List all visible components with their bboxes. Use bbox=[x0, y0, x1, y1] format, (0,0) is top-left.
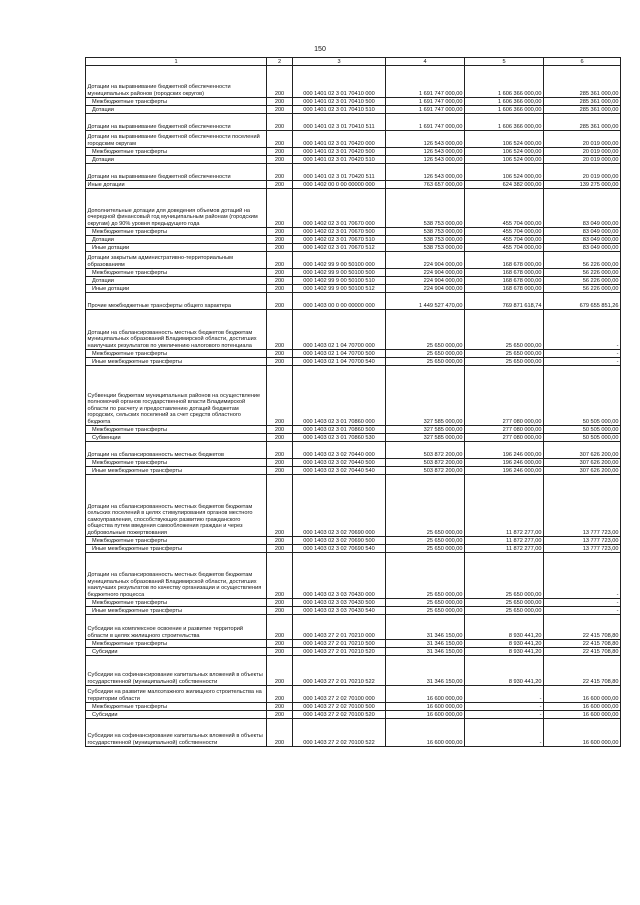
row-value-6: 50 505 000,00 bbox=[544, 426, 621, 434]
table-row bbox=[86, 269, 621, 277]
row-type: 200 bbox=[267, 277, 293, 285]
row-name: Субсидии bbox=[86, 711, 267, 719]
row-name: Иные межбюджетные трансферты bbox=[86, 467, 267, 475]
row-type: 200 bbox=[267, 189, 293, 228]
row-value-5: 168 678 000,00 bbox=[465, 269, 544, 277]
row-name: Субсидии на комплексное освоение и развитие территорий области в целях жилищного строительства bbox=[86, 615, 267, 640]
row-type: 200 bbox=[267, 656, 293, 686]
row-value-4: 763 657 000,00 bbox=[386, 181, 465, 189]
row-value-4: 31 346 150,00 bbox=[386, 648, 465, 656]
row-type: 200 bbox=[267, 285, 293, 293]
row-type: 200 bbox=[267, 686, 293, 703]
row-value-6: 56 226 000,00 bbox=[544, 285, 621, 293]
row-type: 200 bbox=[267, 459, 293, 467]
row-code: 000 1403 27 2 02 70100 500 bbox=[293, 703, 386, 711]
row-code: 000 1401 02 3 01 70410 500 bbox=[293, 98, 386, 106]
row-value-4: 16 600 000,00 bbox=[386, 686, 465, 703]
row-type: 200 bbox=[267, 426, 293, 434]
row-value-5: 624 382 000,00 bbox=[465, 181, 544, 189]
row-name: Субсидии на софинансирование капитальных вложений в объекты государственной (муниципальной) собственности bbox=[86, 656, 267, 686]
row-name: Межбюджетные трансферты bbox=[86, 228, 267, 236]
row-value-4: 224 904 000,00 bbox=[386, 252, 465, 269]
row-value-4: 25 650 000,00 bbox=[386, 607, 465, 615]
table-row bbox=[86, 293, 621, 310]
row-type: 200 bbox=[267, 156, 293, 164]
row-value-5: 196 246 000,00 bbox=[465, 442, 544, 459]
row-code: 000 1403 00 0 00 00000 000 bbox=[293, 293, 386, 310]
row-code: 000 1401 02 3 01 70410 000 bbox=[293, 66, 386, 98]
row-type: 200 bbox=[267, 607, 293, 615]
row-value-6: 16 600 000,00 bbox=[544, 703, 621, 711]
table-row bbox=[86, 553, 621, 599]
row-type: 200 bbox=[267, 640, 293, 648]
row-name: Дотации на сбалансированность местных бюджетов bbox=[86, 442, 267, 459]
row-value-5: - bbox=[465, 711, 544, 719]
row-value-6: - bbox=[544, 599, 621, 607]
table-row bbox=[86, 640, 621, 648]
row-value-6: 285 361 000,00 bbox=[544, 98, 621, 106]
table-row bbox=[86, 434, 621, 442]
row-name: Прочие межбюджетные трансферты общего характера bbox=[86, 293, 267, 310]
row-value-5: - bbox=[465, 703, 544, 711]
row-value-6: 20 019 000,00 bbox=[544, 148, 621, 156]
table-row bbox=[86, 426, 621, 434]
row-type: 200 bbox=[267, 66, 293, 98]
column-header-3: 3 bbox=[293, 58, 386, 66]
row-type: 200 bbox=[267, 442, 293, 459]
table-row bbox=[86, 711, 621, 719]
row-code: 000 1403 27 2 01 70210 000 bbox=[293, 615, 386, 640]
table-row bbox=[86, 358, 621, 366]
row-type: 200 bbox=[267, 236, 293, 244]
row-code: 000 1403 02 3 03 70430 000 bbox=[293, 553, 386, 599]
row-value-6: 16 600 000,00 bbox=[544, 711, 621, 719]
row-type: 200 bbox=[267, 719, 293, 747]
row-value-6: 285 361 000,00 bbox=[544, 106, 621, 114]
row-value-6: 16 600 000,00 bbox=[544, 719, 621, 747]
table-row bbox=[86, 350, 621, 358]
row-value-5: 8 930 441,20 bbox=[465, 656, 544, 686]
row-name: Дотации закрытым административно-территориальным образованиям bbox=[86, 252, 267, 269]
row-value-6: 20 019 000,00 bbox=[544, 131, 621, 148]
row-value-4: 327 585 000,00 bbox=[386, 426, 465, 434]
row-value-4: 31 346 150,00 bbox=[386, 615, 465, 640]
row-type: 200 bbox=[267, 114, 293, 131]
row-type: 200 bbox=[267, 131, 293, 148]
row-code: 000 1402 99 9 00 50100 500 bbox=[293, 269, 386, 277]
row-value-5: 25 650 000,00 bbox=[465, 553, 544, 599]
row-value-6: 50 505 000,00 bbox=[544, 366, 621, 426]
table-row bbox=[86, 310, 621, 350]
row-code: 000 1403 27 2 02 70100 000 bbox=[293, 686, 386, 703]
row-value-6: 50 505 000,00 bbox=[544, 434, 621, 442]
row-code: 000 1402 02 3 01 70670 512 bbox=[293, 244, 386, 252]
row-value-4: 25 650 000,00 bbox=[386, 537, 465, 545]
row-value-5: 11 872 277,00 bbox=[465, 545, 544, 553]
row-name: Межбюджетные трансферты bbox=[86, 537, 267, 545]
row-value-5: 106 524 000,00 bbox=[465, 131, 544, 148]
row-value-4: 224 904 000,00 bbox=[386, 285, 465, 293]
row-name: Дотации на выравнивание бюджетной обеспеченности bbox=[86, 164, 267, 181]
row-name: Иные дотации bbox=[86, 181, 267, 189]
row-type: 200 bbox=[267, 244, 293, 252]
row-value-4: 126 543 000,00 bbox=[386, 156, 465, 164]
row-value-6: 22 415 708,80 bbox=[544, 656, 621, 686]
row-value-6: 83 049 000,00 bbox=[544, 189, 621, 228]
column-header-2: 2 bbox=[267, 58, 293, 66]
row-value-4: 16 600 000,00 bbox=[386, 711, 465, 719]
row-value-6: 679 655 851,26 bbox=[544, 293, 621, 310]
table-row bbox=[86, 607, 621, 615]
table-row bbox=[86, 252, 621, 269]
row-value-5: 1 606 366 000,00 bbox=[465, 106, 544, 114]
row-value-4: 224 904 000,00 bbox=[386, 269, 465, 277]
row-value-4: 25 650 000,00 bbox=[386, 358, 465, 366]
row-code: 000 1401 02 3 01 70420 511 bbox=[293, 164, 386, 181]
row-name: Межбюджетные трансферты bbox=[86, 98, 267, 106]
table-row bbox=[86, 719, 621, 747]
row-value-5: 106 524 000,00 bbox=[465, 164, 544, 181]
row-value-5: 196 246 000,00 bbox=[465, 467, 544, 475]
row-code: 000 1403 27 2 01 70210 500 bbox=[293, 640, 386, 648]
row-value-5: 168 678 000,00 bbox=[465, 252, 544, 269]
row-code: 000 1403 02 3 03 70430 540 bbox=[293, 607, 386, 615]
page-number: 150 bbox=[314, 46, 326, 53]
row-value-4: 224 904 000,00 bbox=[386, 277, 465, 285]
table-row bbox=[86, 545, 621, 553]
row-value-4: 25 650 000,00 bbox=[386, 553, 465, 599]
row-name: Иные межбюджетные трансферты bbox=[86, 545, 267, 553]
row-type: 200 bbox=[267, 358, 293, 366]
row-value-5: 277 080 000,00 bbox=[465, 426, 544, 434]
row-value-5: - bbox=[465, 686, 544, 703]
row-code: 000 1403 02 3 02 70440 540 bbox=[293, 467, 386, 475]
row-value-6: 22 415 708,80 bbox=[544, 640, 621, 648]
row-code: 000 1403 02 3 02 70690 540 bbox=[293, 545, 386, 553]
row-code: 000 1403 27 2 01 70210 522 bbox=[293, 656, 386, 686]
row-value-4: 1 691 747 000,00 bbox=[386, 98, 465, 106]
row-name: Иные дотации bbox=[86, 244, 267, 252]
table-row bbox=[86, 459, 621, 467]
row-code: 000 1403 02 3 01 70860 530 bbox=[293, 434, 386, 442]
row-name: Субсидии на развитие малоэтажного жилищного строительства на территории области bbox=[86, 686, 267, 703]
row-type: 200 bbox=[267, 310, 293, 350]
table-row bbox=[86, 131, 621, 148]
table-row bbox=[86, 66, 621, 98]
row-name: Субвенции бюджетам муниципальных районов на осуществление полномочий органов государственной власти Владимирской области по расчету и предоставлению дотаций бюджетам городских, сельских поселений за счет средств областного бюджета bbox=[86, 366, 267, 426]
row-name: Субсидии на софинансирование капитальных вложений в объекты государственной (муниципальной) собственности bbox=[86, 719, 267, 747]
row-type: 200 bbox=[267, 711, 293, 719]
row-name: Субвенции bbox=[86, 434, 267, 442]
row-value-5: 8 930 441,20 bbox=[465, 640, 544, 648]
row-value-4: 25 650 000,00 bbox=[386, 599, 465, 607]
row-value-5: 25 650 000,00 bbox=[465, 310, 544, 350]
column-header-4: 4 bbox=[386, 58, 465, 66]
row-code: 000 1403 27 2 01 70210 520 bbox=[293, 648, 386, 656]
column-header-5: 5 bbox=[465, 58, 544, 66]
row-code: 000 1401 02 3 01 70420 000 bbox=[293, 131, 386, 148]
row-value-4: 31 346 150,00 bbox=[386, 640, 465, 648]
table-row bbox=[86, 244, 621, 252]
row-value-6: 56 226 000,00 bbox=[544, 277, 621, 285]
row-code: 000 1403 02 3 02 70690 000 bbox=[293, 475, 386, 537]
row-type: 200 bbox=[267, 553, 293, 599]
column-header-1: 1 bbox=[86, 58, 267, 66]
row-name: Дотации bbox=[86, 277, 267, 285]
table-row bbox=[86, 475, 621, 537]
table-row bbox=[86, 189, 621, 228]
row-value-4: 1 691 747 000,00 bbox=[386, 106, 465, 114]
row-value-5: 25 650 000,00 bbox=[465, 358, 544, 366]
table-row bbox=[86, 442, 621, 459]
table-row bbox=[86, 686, 621, 703]
row-type: 200 bbox=[267, 615, 293, 640]
row-value-6: 307 626 200,00 bbox=[544, 442, 621, 459]
row-value-4: 31 346 150,00 bbox=[386, 656, 465, 686]
row-value-6: 285 361 000,00 bbox=[544, 66, 621, 98]
row-value-6: 307 626 200,00 bbox=[544, 467, 621, 475]
row-code: 000 1402 99 9 00 50100 510 bbox=[293, 277, 386, 285]
row-value-4: 25 650 000,00 bbox=[386, 350, 465, 358]
row-type: 200 bbox=[267, 350, 293, 358]
row-code: 000 1403 27 2 02 70100 522 bbox=[293, 719, 386, 747]
row-code: 000 1401 02 3 01 70420 510 bbox=[293, 156, 386, 164]
row-value-4: 16 600 000,00 bbox=[386, 719, 465, 747]
row-name: Субсидии bbox=[86, 648, 267, 656]
row-value-5: 769 871 618,74 bbox=[465, 293, 544, 310]
row-value-5: 455 704 000,00 bbox=[465, 236, 544, 244]
row-code: 000 1403 02 3 01 70860 000 bbox=[293, 366, 386, 426]
row-value-6: - bbox=[544, 607, 621, 615]
table-row bbox=[86, 148, 621, 156]
row-type: 200 bbox=[267, 648, 293, 656]
row-name: Иные дотации bbox=[86, 285, 267, 293]
row-value-4: 126 543 000,00 bbox=[386, 131, 465, 148]
row-code: 000 1403 02 3 02 70690 500 bbox=[293, 537, 386, 545]
row-name: Дотации на сбалансированность местных бюджетов бюджетам муниципальных образований Владимирской области, достигших наилучших результатов по увеличению налогового потенциала bbox=[86, 310, 267, 350]
row-value-6: 16 600 000,00 bbox=[544, 686, 621, 703]
row-value-4: 25 650 000,00 bbox=[386, 475, 465, 537]
row-name: Дополнительные дотации для доведения объемов дотаций на очередной финансовый год муниципальным районам (городским округам) до 90% уровня предыдущего года bbox=[86, 189, 267, 228]
row-value-5: 1 606 366 000,00 bbox=[465, 114, 544, 131]
row-code: 000 1402 00 0 00 00000 000 bbox=[293, 181, 386, 189]
row-value-5: 11 872 277,00 bbox=[465, 537, 544, 545]
row-value-6: - bbox=[544, 310, 621, 350]
table-row bbox=[86, 703, 621, 711]
row-code: 000 1402 02 3 01 70670 500 bbox=[293, 228, 386, 236]
row-code: 000 1403 02 3 02 70440 000 bbox=[293, 442, 386, 459]
row-code: 000 1401 02 3 01 70410 511 bbox=[293, 114, 386, 131]
row-value-5: 106 524 000,00 bbox=[465, 148, 544, 156]
row-value-5: 277 080 000,00 bbox=[465, 366, 544, 426]
row-value-4: 538 753 000,00 bbox=[386, 228, 465, 236]
row-value-5: 8 930 441,20 bbox=[465, 615, 544, 640]
row-type: 200 bbox=[267, 148, 293, 156]
row-type: 200 bbox=[267, 434, 293, 442]
row-name: Дотации на выравнивание бюджетной обеспеченности поселений городским округам bbox=[86, 131, 267, 148]
row-value-6: - bbox=[544, 358, 621, 366]
row-type: 200 bbox=[267, 545, 293, 553]
row-value-6: - bbox=[544, 350, 621, 358]
row-value-4: 1 691 747 000,00 bbox=[386, 66, 465, 98]
row-code: 000 1403 02 3 01 70860 500 bbox=[293, 426, 386, 434]
row-value-4: 126 543 000,00 bbox=[386, 164, 465, 181]
row-type: 200 bbox=[267, 475, 293, 537]
row-name: Дотации на выравнивание бюджетной обеспеченности муниципальных районов (городских округов) bbox=[86, 66, 267, 98]
row-value-5: 455 704 000,00 bbox=[465, 244, 544, 252]
row-value-6: 285 361 000,00 bbox=[544, 114, 621, 131]
row-value-4: 16 600 000,00 bbox=[386, 703, 465, 711]
table-row bbox=[86, 537, 621, 545]
table-row bbox=[86, 467, 621, 475]
row-value-6: 20 019 000,00 bbox=[544, 156, 621, 164]
row-value-4: 538 753 000,00 bbox=[386, 244, 465, 252]
row-value-4: 503 872 200,00 bbox=[386, 442, 465, 459]
row-code: 000 1401 02 3 01 70410 510 bbox=[293, 106, 386, 114]
row-value-5: 25 650 000,00 bbox=[465, 599, 544, 607]
row-value-6: 307 626 200,00 bbox=[544, 459, 621, 467]
table-row bbox=[86, 277, 621, 285]
row-value-5: 168 678 000,00 bbox=[465, 277, 544, 285]
row-code: 000 1402 99 9 00 50100 512 bbox=[293, 285, 386, 293]
row-name: Иные межбюджетные трансферты bbox=[86, 358, 267, 366]
row-value-5: 277 080 000,00 bbox=[465, 434, 544, 442]
row-code: 000 1402 02 3 01 70670 000 bbox=[293, 189, 386, 228]
table-row bbox=[86, 156, 621, 164]
table-body bbox=[86, 66, 621, 747]
row-value-4: 327 585 000,00 bbox=[386, 434, 465, 442]
row-value-5: 455 704 000,00 bbox=[465, 228, 544, 236]
row-type: 200 bbox=[267, 703, 293, 711]
row-name: Дотации bbox=[86, 236, 267, 244]
row-name: Дотации bbox=[86, 106, 267, 114]
row-code: 000 1402 02 3 01 70670 510 bbox=[293, 236, 386, 244]
row-name: Межбюджетные трансферты bbox=[86, 426, 267, 434]
row-value-4: 538 753 000,00 bbox=[386, 189, 465, 228]
row-value-4: 538 753 000,00 bbox=[386, 236, 465, 244]
table-header-row bbox=[86, 58, 621, 66]
budget-table bbox=[85, 57, 621, 747]
row-code: 000 1403 02 3 03 70430 500 bbox=[293, 599, 386, 607]
row-code: 000 1403 02 1 04 70700 000 bbox=[293, 310, 386, 350]
row-value-6: 22 415 708,80 bbox=[544, 648, 621, 656]
row-value-6: 56 226 000,00 bbox=[544, 269, 621, 277]
row-code: 000 1403 02 1 04 70700 500 bbox=[293, 350, 386, 358]
table-row bbox=[86, 656, 621, 686]
row-value-5: 25 650 000,00 bbox=[465, 350, 544, 358]
row-name: Межбюджетные трансферты bbox=[86, 269, 267, 277]
row-type: 200 bbox=[267, 599, 293, 607]
table-row bbox=[86, 106, 621, 114]
row-value-5: 1 606 366 000,00 bbox=[465, 98, 544, 106]
row-value-4: 327 585 000,00 bbox=[386, 366, 465, 426]
row-value-5: 8 930 441,20 bbox=[465, 648, 544, 656]
table-row bbox=[86, 366, 621, 426]
row-value-6: 139 275 000,00 bbox=[544, 181, 621, 189]
row-name: Межбюджетные трансферты bbox=[86, 148, 267, 156]
row-value-5: 168 678 000,00 bbox=[465, 285, 544, 293]
row-name: Межбюджетные трансферты bbox=[86, 350, 267, 358]
row-value-6: 83 049 000,00 bbox=[544, 244, 621, 252]
row-value-4: 25 650 000,00 bbox=[386, 310, 465, 350]
row-code: 000 1403 02 3 02 70440 500 bbox=[293, 459, 386, 467]
row-name: Дотации на выравнивание бюджетной обеспеченности bbox=[86, 114, 267, 131]
row-value-6: 22 415 708,80 bbox=[544, 615, 621, 640]
row-type: 200 bbox=[267, 228, 293, 236]
row-type: 200 bbox=[267, 293, 293, 310]
table-row bbox=[86, 181, 621, 189]
row-value-6: - bbox=[544, 553, 621, 599]
row-type: 200 bbox=[267, 467, 293, 475]
row-type: 200 bbox=[267, 98, 293, 106]
table-row bbox=[86, 599, 621, 607]
table-row bbox=[86, 615, 621, 640]
row-value-6: 13 777 723,00 bbox=[544, 537, 621, 545]
table-row bbox=[86, 236, 621, 244]
row-value-6: 20 019 000,00 bbox=[544, 164, 621, 181]
table-row bbox=[86, 285, 621, 293]
row-value-4: 1 691 747 000,00 bbox=[386, 114, 465, 131]
row-value-5: 1 606 366 000,00 bbox=[465, 66, 544, 98]
row-value-5: 106 524 000,00 bbox=[465, 156, 544, 164]
row-value-6: 13 777 723,00 bbox=[544, 545, 621, 553]
row-value-5: 196 246 000,00 bbox=[465, 459, 544, 467]
row-value-5: 455 704 000,00 bbox=[465, 189, 544, 228]
row-value-6: 83 049 000,00 bbox=[544, 228, 621, 236]
row-value-4: 503 872 200,00 bbox=[386, 467, 465, 475]
row-name: Дотации на сбалансированность местных бюджетов бюджетам сельских поселений в целях стимулирования органов местного самоуправления, способствующих развитию гражданского общества путем введения самообложения граждан и через добровольные пожертвования bbox=[86, 475, 267, 537]
row-type: 200 bbox=[267, 252, 293, 269]
row-type: 200 bbox=[267, 164, 293, 181]
row-value-5: 25 650 000,00 bbox=[465, 607, 544, 615]
row-code: 000 1402 99 9 00 50100 000 bbox=[293, 252, 386, 269]
row-type: 200 bbox=[267, 106, 293, 114]
table-row bbox=[86, 228, 621, 236]
row-type: 200 bbox=[267, 366, 293, 426]
table-row bbox=[86, 114, 621, 131]
row-value-4: 126 543 000,00 bbox=[386, 148, 465, 156]
row-code: 000 1403 02 1 04 70700 540 bbox=[293, 358, 386, 366]
row-value-6: 83 049 000,00 bbox=[544, 236, 621, 244]
row-name: Дотации bbox=[86, 156, 267, 164]
row-name: Дотации на сбалансированность местных бюджетов бюджетам муниципальных образований Владимирской области, достигших наилучших результатов по качеству организации и осуществления бюджетного процесса bbox=[86, 553, 267, 599]
row-name: Межбюджетные трансферты bbox=[86, 640, 267, 648]
row-value-4: 503 872 200,00 bbox=[386, 459, 465, 467]
table-row bbox=[86, 164, 621, 181]
row-value-6: 13 777 723,00 bbox=[544, 475, 621, 537]
row-value-4: 1 449 527 470,00 bbox=[386, 293, 465, 310]
column-header-6: 6 bbox=[544, 58, 621, 66]
row-value-5: - bbox=[465, 719, 544, 747]
row-value-4: 25 650 000,00 bbox=[386, 545, 465, 553]
table-row bbox=[86, 648, 621, 656]
row-name: Межбюджетные трансферты bbox=[86, 599, 267, 607]
row-name: Межбюджетные трансферты bbox=[86, 703, 267, 711]
row-type: 200 bbox=[267, 537, 293, 545]
row-type: 200 bbox=[267, 181, 293, 189]
row-value-5: 11 872 277,00 bbox=[465, 475, 544, 537]
table-row bbox=[86, 98, 621, 106]
row-code: 000 1401 02 3 01 70420 500 bbox=[293, 148, 386, 156]
row-name: Межбюджетные трансферты bbox=[86, 459, 267, 467]
row-name: Иные межбюджетные трансферты bbox=[86, 607, 267, 615]
row-type: 200 bbox=[267, 269, 293, 277]
row-code: 000 1403 27 2 02 70100 520 bbox=[293, 711, 386, 719]
row-value-6: 56 226 000,00 bbox=[544, 252, 621, 269]
